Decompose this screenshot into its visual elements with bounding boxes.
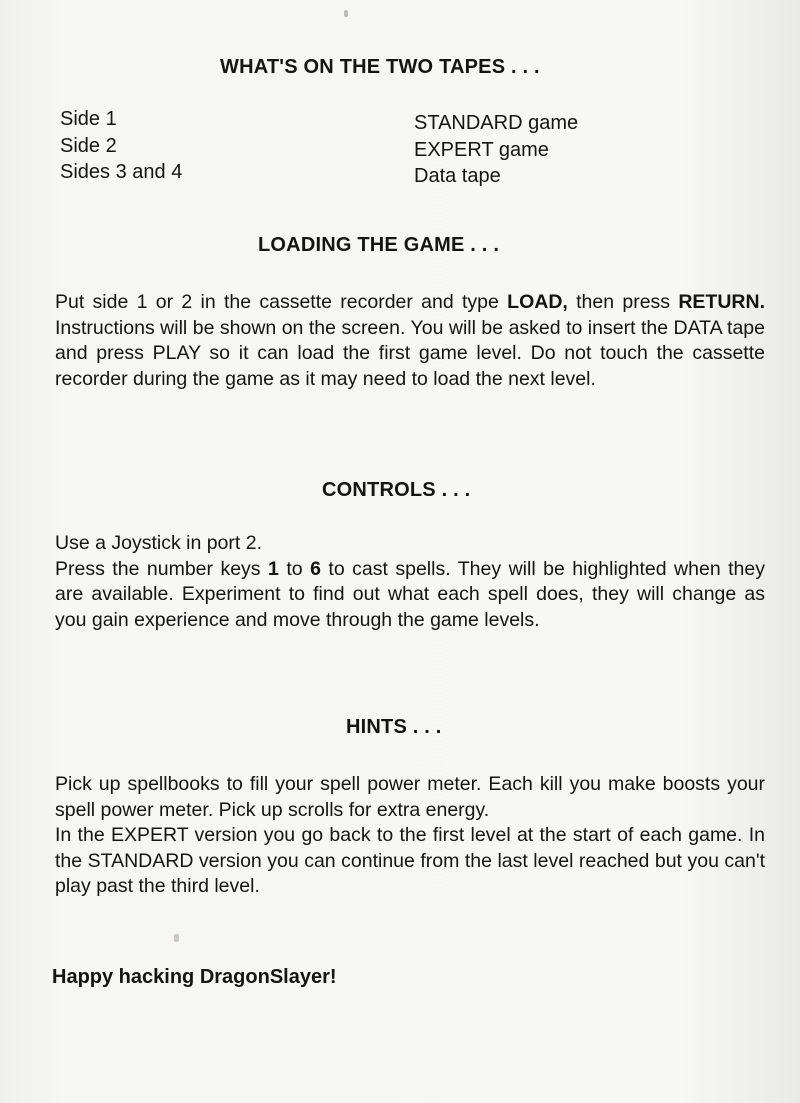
return-key: RETURN. (678, 291, 766, 313)
tape-content-expert: EXPERT game (414, 138, 549, 161)
sign-off: Happy hacking DragonSlayer! (52, 966, 337, 988)
hints-paragraph (55, 772, 765, 900)
controls-text-1: Press the number keys (55, 557, 269, 580)
controls-text-2: to (278, 557, 311, 580)
hints-text-1: Pick up spellbooks to fill your spell power meter. Each kill you make boosts your spell power meter. Pick up scrolls for extra energy. (55, 773, 765, 821)
controls-heading: CONTROLS . . . (322, 479, 471, 501)
loading-text-3: Instructions will be shown on the screen. You will be asked to insert the DATA tape and press PLAY so it can load the first game level. Do not touch the cassette recorder during the game as it may need to load the next level. (55, 316, 765, 390)
tape-contents-list (414, 110, 578, 190)
hints-heading: HINTS . . . (346, 716, 442, 738)
loading-text-1: Put side 1 or 2 in the cassette recorder and type (55, 291, 508, 313)
print-speck (174, 934, 179, 942)
key-six: 6 (310, 557, 321, 580)
tape-sides-list (60, 106, 182, 186)
controls-paragraph (55, 531, 765, 633)
tape-content-standard: STANDARD game (414, 112, 579, 134)
load-command: LOAD, (507, 291, 568, 313)
controls-joystick-line: Use a Joystick in port 2. (55, 532, 262, 554)
tape-content-data: Data tape (414, 165, 501, 187)
print-speck (344, 10, 348, 17)
controls-text-3: to cast spells. They will be highlighted when they are available. Experiment to find out what each spell does, they will change as you gain experience and move through the game levels. (55, 557, 765, 631)
loading-heading: LOADING THE GAME . . . (258, 234, 500, 256)
key-one: 1 (268, 557, 279, 580)
tape-side-1: Side 1 (60, 108, 117, 130)
hints-text-2: In the EXPERT version you go back to the first level at the start of each game. In the STANDARD version you can continue from the last level reached but you can't play past the third level. (55, 824, 765, 897)
tape-side-2: Side 2 (60, 134, 117, 157)
tapes-heading: WHAT'S ON THE TWO TAPES . . . (220, 56, 540, 78)
tape-sides-3-4: Sides 3 and 4 (60, 161, 183, 183)
loading-paragraph (55, 290, 765, 392)
loading-text-2: then press (567, 291, 679, 313)
